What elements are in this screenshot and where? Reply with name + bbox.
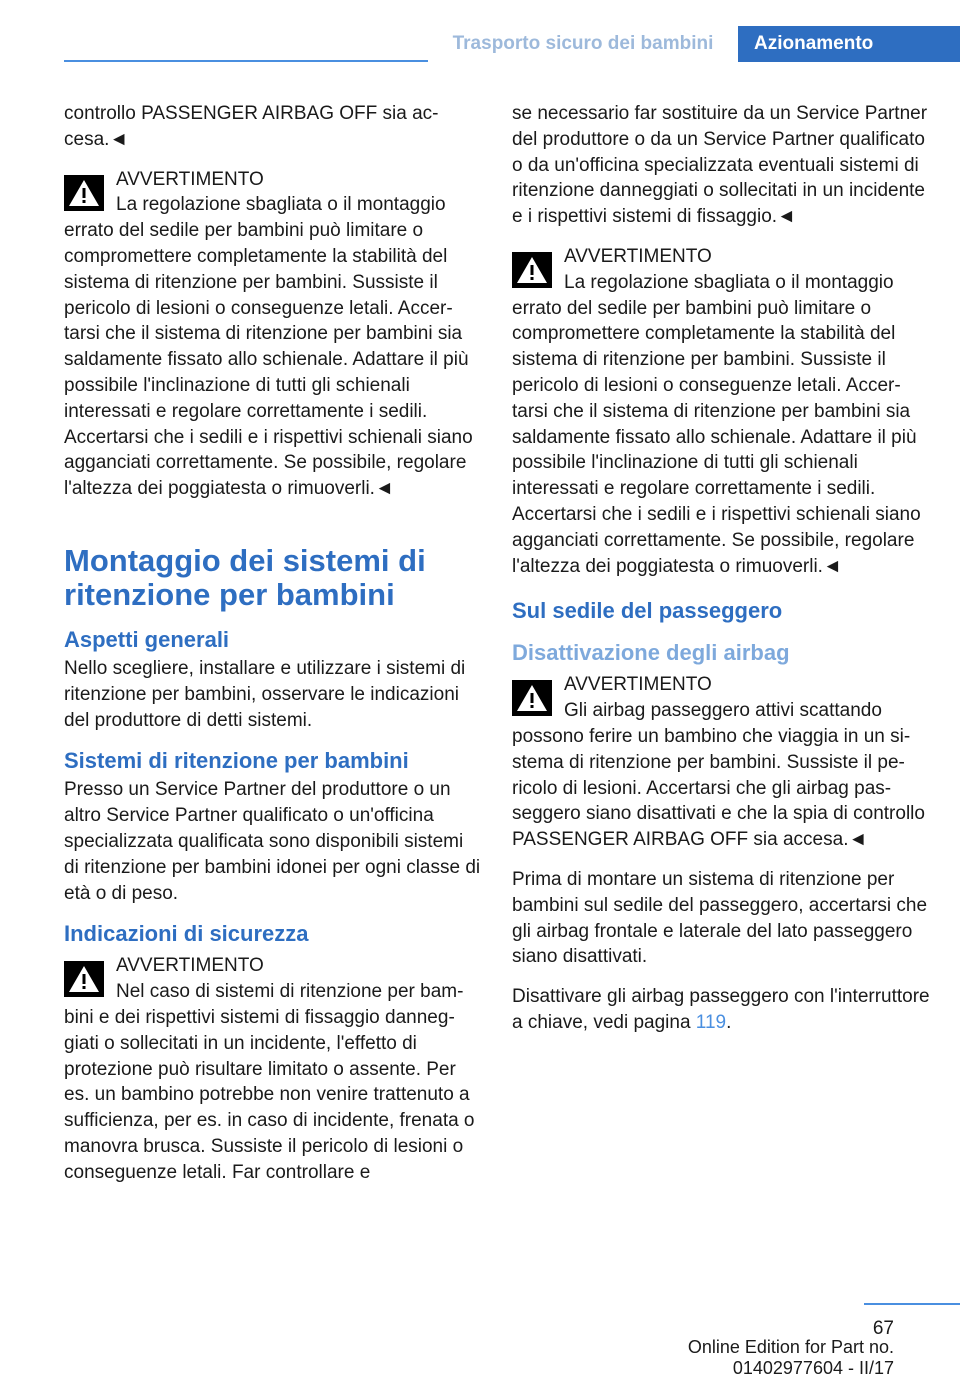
- continued-text: controllo PASSENGER AIRBAG OFF sia accesa.◄: [64, 103, 439, 150]
- general-text: Nello scegliere, installare e utilizzare i sistemi di ritenzione per bambini, osservare le indicazioni del produttore di detti sistemi.: [64, 657, 466, 731]
- warning-block: [64, 953, 482, 1185]
- warning-text: Nel caso di sistemi di ritenzione per bambini e dei rispettivi sistemi di fissaggio danneggiati o sollecitati in un incidente, l'effetto di protezione può risultare limitato o assente. Per es. un bambino potrebbe non venire trattenuto a sufficienza, per es. in caso di incidente, frenata o manovra brusca. Sussiste il pericolo di lesioni o conseguenze letali. Far controllare e: [64, 981, 475, 1183]
- page-reference-link[interactable]: 119: [695, 1011, 727, 1033]
- left-column: [64, 101, 482, 1200]
- header-section-title: Trasporto sicuro dei bambini: [428, 26, 738, 62]
- subsubsection-heading-airbag: Disattivazione degli airbag: [512, 640, 790, 666]
- warning-icon: [512, 252, 552, 288]
- warning-text: Gli airbag passeggero attivi scattando possono ferire un bambino che viaggia in un sistema di ritenzione per bambini. Sussiste il pericolo di lesioni. Accertarsi che gli airbag passeggero siano disattivati e che la spia di controllo PASSENGER AIRBAG OFF sia accesa.◄: [512, 700, 925, 851]
- subsection-heading-general: Aspetti generali: [64, 626, 230, 652]
- systems-text: Presso un Service Partner del produttore o un altro Service Partner qualificato o un'officina specializzata qualificata sono disponibili sistemi di ritenzione per bambini idonei per ogni classe di età o di peso.: [64, 779, 481, 904]
- page-number: 67: [872, 1318, 894, 1339]
- warning-title: AVVERTIMENTO: [564, 245, 712, 267]
- right-column: [512, 101, 930, 1050]
- subsection-heading-systems: Sistemi di ritenzione per bambini: [64, 748, 409, 774]
- section-heading: Montaggio dei sistemi di ritenzione per bambini: [64, 542, 426, 612]
- warning-icon: [512, 680, 552, 716]
- subsection-heading-safety: Indicazioni di sicurezza: [64, 921, 309, 947]
- warning-title: AVVERTIMENTO: [564, 674, 712, 696]
- subsection-heading-passenger-seat: Sul sedile del passeggero: [512, 598, 783, 624]
- warning-text: La regolazione sbagliata o il montaggio errato del sedile per bambini può limitare o compromettere completamente la stabilità del sistema di ritenzione per bambini. Sussiste il pericolo di lesioni o conseguenze letali. Accertarsi che il sistema di ritenzione per bambini sia saldamente fissato allo schienale. Adattare il più possibile l'inclinazione di tutti gli schienali interessati e regolare correttamente i sedili. Accertarsi che i sedili e i rispettivi schienali siano agganciati correttamente. Se possibile, regolare l'altezza dei poggiatesta o rimuoverli.◄: [512, 271, 921, 577]
- warning-block: [64, 167, 482, 502]
- header-chapter-tab: Azionamento: [738, 26, 960, 62]
- warning-title: AVVERTIMENTO: [116, 955, 264, 977]
- instruction-text: Prima di montare un sistema di ritenzione per bambini sul sedile del passeggero, accertarsi che gli airbag frontale e laterale del lato passeggero siano disattivati.: [512, 868, 928, 968]
- warning-block: [512, 244, 930, 579]
- warning-text: La regolazione sbagliata o il montaggio errato del sedile per bambini può limitare o compromettere completamente la stabilità del sistema di ritenzione per bambini. Sussiste il pericolo di lesioni o conseguenze letali. Accertarsi che il sistema di ritenzione per bambini sia saldamente fissato allo schienale. Adattare il più possibile l'inclinazione di tutti gli schienali interessati e regolare correttamente i sedili. Accertarsi che i sedili e i rispettivi schienali siano agganciati correttamente. Se possibile, regolare l'altezza dei poggiatesta o rimuoverli.◄: [64, 194, 473, 500]
- warning-icon: [64, 961, 104, 997]
- footer-rule: [864, 1303, 960, 1305]
- instruction-text-start: Disattivare gli airbag passeggero con l'interruttore a chiave, vedi pagina: [512, 986, 930, 1033]
- instruction-text-end: .: [726, 1011, 732, 1033]
- warning-title: AVVERTIMENTO: [116, 168, 264, 190]
- instruction-text-with-link: [512, 984, 930, 1036]
- continued-text: se necessario far sostituire da un Service Partner del produttore o da un Service Partner qualificato o da un'officina specializzata eventuali sistemi di ritenzione danneggiati o sollecitati in un incidente e i rispettivi sistemi di fissaggio.◄: [512, 103, 928, 228]
- footer-edition: Online Edition for Part no. 01402977604 - II/17: [687, 1337, 894, 1378]
- warning-icon: [64, 175, 104, 211]
- warning-block: [512, 672, 930, 853]
